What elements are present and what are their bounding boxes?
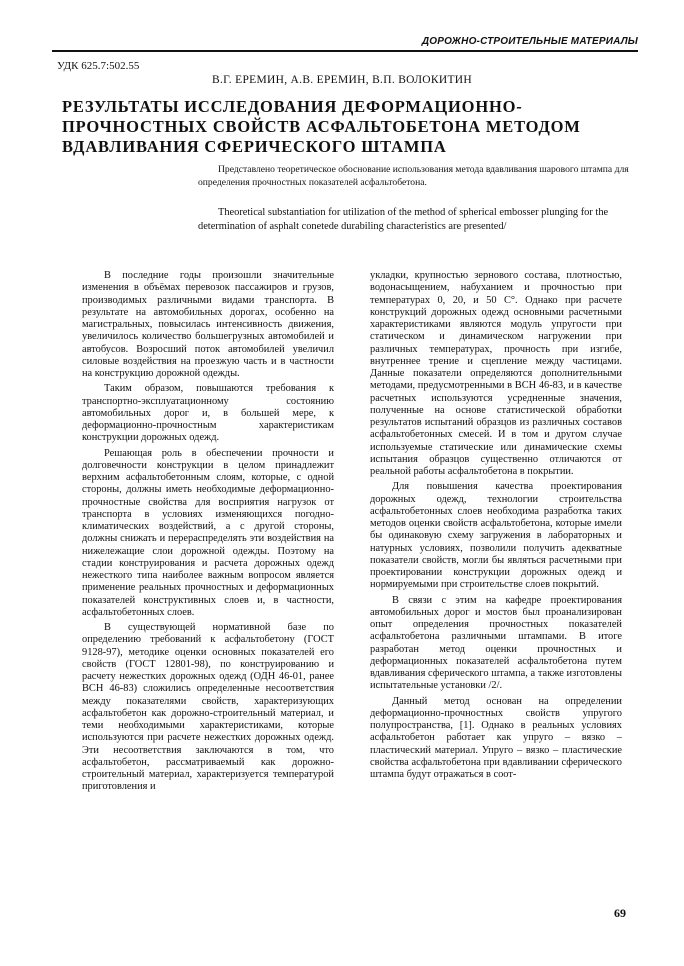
paragraph: В последние годы произошли значительные изменения в объёмах перевозок пассажиров и грузов, производимых различными видами транспорта. В результате на автомобильных дорогах, особенно на магистральных, повысилась интенсивность движения, увеличилось количество большегрузных автомобилей и автобусов. Возросший поток автомобилей увеличил силовые воздействия на проезжую часть и в частности на конструкцию дорожной одежды. <box>82 270 334 379</box>
left-column <box>82 270 334 797</box>
paragraph: В существующей нормативной базе по определению требований к асфальтобетону (ГОСТ 9128-97), методике оценки основных показателей его свойств (ГОСТ 12801-98), по конструированию и расчету нежестких дорожных одежд (ОДН 46-01, ранее ВСН 46-83) сложились определенные несоответствия между показателями свойств, характеризующих асфальтобетон как дорожно-строительный материал, и теми необходимыми характеристиками, которые используются при расчете нежестких дорожных одежд. Эти несоответствия заключаются в том, что асфальтобетон, рассматриваемый как дорожно-строительный материал, характеризуется температурой приготовления и <box>82 622 334 793</box>
paragraph: В связи с этим на кафедре проектирования автомобильных дорог и мостов был проанализирован опыт определения прочностных показателей асфальтобетона различными штампами. В итоге разработан метод оценки прочностных и деформационных показателей асфальтобетона путем вдавливания сферического штампа, а также изготовлены испытательные установки /2/. <box>370 594 622 692</box>
journal-header: ДОРОЖНО-СТРОИТЕЛЬНЫЕ МАТЕРИАЛЫ <box>421 36 638 47</box>
udk-code: УДК 625.7:502.55 <box>57 60 140 72</box>
article-title: РЕЗУЛЬТАТЫ ИССЛЕДОВАНИЯ ДЕФОРМАЦИОННО-ПРОЧНОСТНЫХ СВОЙСТВ АСФАЛЬТОБЕТОНА МЕТОДОМ ВДАВЛИВАНИЯ СФЕРИЧЕСКОГО ШТАМПА <box>62 97 581 156</box>
page-number: 69 <box>614 906 626 920</box>
authors: В.Г. ЕРЕМИН, А.В. ЕРЕМИН, В.П. ВОЛОКИТИН <box>211 74 473 86</box>
journal-header-bar <box>52 36 638 52</box>
paragraph: укладки, крупностью зернового состава, плотностью, водонасыщением, набуханием и прочностью при температурах 0, 20, и 50 С°. Однако при расчете конструкций дорожных одежд основными расчетными характеристиками являются модуль упругости при статическом и динамическом нагружении при различных температурах, прочность при изгибе, внутреннее трение и сцепление между частицами. Данные показатели определяются дополнительными методами, предусмотренными в ВСН 46-83, и в качестве расчетных используются усредненные значения, полученные на основе статистической обработки результатов испытаний образцов из различных составов асфальтобетонных смесей. И в том и другом случае используемые статические или динамические схемы испытания образцов существенно отличаются от реальной работы асфальтобетона в покрытии. <box>370 270 622 477</box>
paragraph: Данный метод основан на определении деформационно-прочностных свойств упругого полупространства, [1]. Однако в реальных условиях асфальтобетон работает как упруго – вязко – пластический материал. Упруго – вязко – пластические свойства асфальтобетона при вдавливании сферического штампа будут отражаться в соот- <box>370 695 622 780</box>
abstract-russian: Представлено теоретическое обоснование использования метода вдавливания шарового штампа для определения прочностных показателей асфальтобетона. <box>198 164 629 188</box>
abstract-english: Theoretical substantiation for utilization of the method of spherical embosser plunging for the determination of asphalt conetede durabiling characteristics are presented/ <box>198 207 609 232</box>
paragraph: Решающая роль в обеспечении прочности и долговечности конструкции в целом принадлежит верхним асфальтобетонным слоям, которые, с одной стороны, должны иметь необходимые деформационно-прочностные свойства для восприятия нагрузок от транспорта в условиях изменяющихся погодно-климатических воздействий, а с другой стороны, должны снижать и перераспределять эти воздействия на нижележащие слои дорожной одежды. Поэтому на стадии конструирования и расчета дорожных одежд нежесткого типа наиболее важным вопросом является применение реальных прочностных и деформационных показателей конструктивных слоев и, в частности, асфальтобетонных слоев. <box>82 447 334 618</box>
paragraph: Для повышения качества проектирования дорожных одежд, технологии строительства асфальтобетонных слоев необходима разработка таких методов оценки свойств асфальтобетона, которые имели бы одинаковую схему загружения в лабораторных и натурных условиях, позволили получить адекватные показатели свойств, могли бы являться расчетными при проектировании конструкции дорожных одежд и нормируемыми при строительстве слоев покрытий. <box>370 481 622 591</box>
right-column <box>370 270 622 784</box>
paragraph: Таким образом, повышаются требования к транспортно-эксплуатационному состоянию автомобильных дорог и, в большей мере, к деформационно-прочностным характеристикам конструкции дорожных одежд. <box>82 383 334 444</box>
